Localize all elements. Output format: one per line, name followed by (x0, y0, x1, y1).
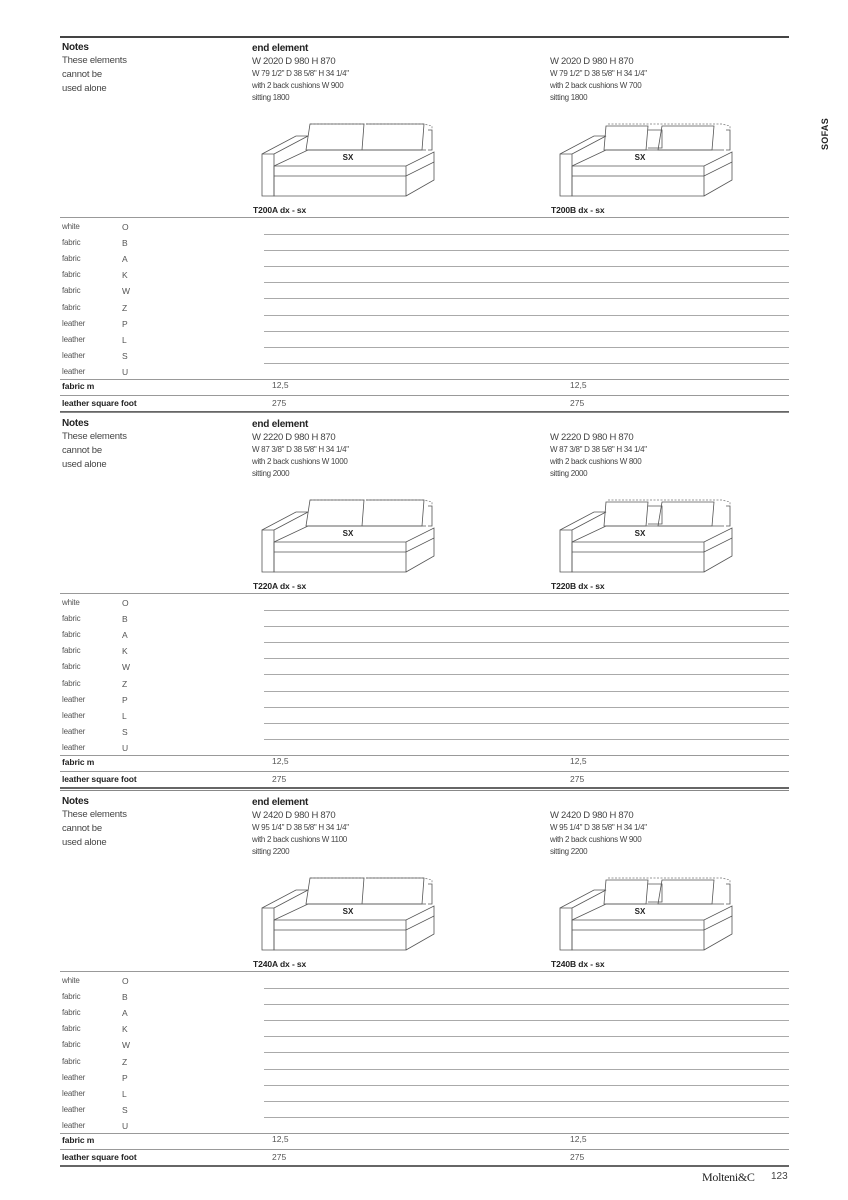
sofa-outline-stroke (572, 526, 724, 542)
fabric-meters-value: 12,5 (272, 1134, 289, 1144)
material-name: fabric (62, 270, 81, 280)
sofa-outline-stroke (428, 130, 432, 150)
product-code: T220A dx - sx (253, 581, 307, 591)
material-code: S (122, 1104, 128, 1115)
sofa-outline-stroke (572, 906, 732, 920)
material-code: Z (122, 678, 128, 689)
sofa-outline-stroke (274, 930, 406, 950)
material-code: A (122, 1008, 128, 1019)
cushions-spec: with 2 back cushions W 800 (550, 457, 642, 466)
sofa-outline-stroke (560, 908, 572, 950)
material-name: leather (62, 742, 86, 752)
material-code: L (122, 1088, 127, 1099)
dimensions-mm: W 2020 D 980 H 870 (550, 56, 634, 67)
heading-spacer (550, 42, 810, 55)
leather-sqft-value: 275 (570, 398, 585, 408)
material-row (60, 676, 789, 692)
dimensions-inches: W 87 3/8" D 38 5/8" H 34 1/4" (550, 445, 647, 454)
dimensions-mm: W 2420 D 980 H 870 (550, 810, 634, 821)
notes-title: Notes (62, 796, 89, 807)
material-row (60, 1118, 789, 1134)
material-code: K (122, 270, 128, 281)
sofa-outline-stroke (572, 538, 732, 572)
material-code: S (122, 726, 128, 737)
divider (60, 771, 789, 772)
material-row (60, 1070, 789, 1086)
material-code: U (122, 1120, 129, 1131)
sofa-outline-stroke (262, 890, 308, 908)
section-bottom-rule (60, 1165, 789, 1167)
dimensions-mm: W 2420 D 980 H 870 (252, 810, 336, 821)
sofa-outline-stroke (658, 880, 714, 904)
section-top-rule (60, 412, 789, 413)
notes-text: These elements (62, 431, 127, 442)
side-tab (810, 104, 840, 164)
material-name: leather (62, 710, 86, 720)
side-mark: SX (342, 529, 354, 538)
material-code: P (122, 318, 128, 329)
sofa-drawing-icon (554, 870, 744, 956)
cushions-spec: with 2 back cushions W 700 (550, 81, 642, 90)
material-row (60, 1086, 789, 1102)
leather-sqft-label: leather square foot (62, 398, 137, 408)
notes-text: cannot be (62, 823, 102, 834)
material-name: fabric (62, 1008, 81, 1018)
sofa-outline-stroke (572, 930, 704, 950)
sofa-outline-stroke (726, 506, 730, 526)
sofa-outline-stroke (428, 884, 432, 904)
material-row (60, 267, 789, 283)
leather-sqft-label: leather square foot (62, 1152, 137, 1162)
divider (60, 1133, 789, 1134)
product-code: T240B dx - sx (551, 959, 605, 969)
material-row (60, 1102, 789, 1118)
material-name: fabric (62, 630, 81, 640)
divider (60, 971, 789, 972)
sofa-outline-stroke (262, 154, 274, 196)
fabric-meters-value: 12,5 (272, 756, 289, 766)
material-row (60, 989, 789, 1005)
sitting-spec: sitting 2000 (550, 469, 588, 478)
sofa-outline-stroke (362, 500, 424, 526)
fabric-meters-value: 12,5 (570, 1134, 587, 1144)
product-section (60, 790, 789, 1162)
material-row (60, 251, 789, 267)
material-name: leather (62, 1120, 86, 1130)
material-row (60, 708, 789, 724)
product-spec (252, 418, 512, 480)
section-top-rule (60, 36, 789, 38)
side-mark: SX (634, 907, 646, 916)
sofa-illustration (554, 870, 744, 956)
material-name: leather (62, 1088, 86, 1098)
sofa-outline-stroke (274, 906, 434, 920)
section-heading: end element (252, 797, 309, 808)
material-name: fabric (62, 286, 81, 296)
product-section (60, 412, 789, 784)
sofa-outline-stroke (572, 916, 732, 950)
dimensions-inches: W 79 1/2" D 38 5/8" H 34 1/4" (550, 69, 647, 78)
fabric-meters-value: 12,5 (570, 380, 587, 390)
side-mark: SX (634, 529, 646, 538)
sofa-outline-stroke (658, 502, 714, 526)
fabric-meters-label: fabric m (62, 1135, 95, 1145)
leather-sqft-value: 275 (272, 1152, 287, 1162)
material-name: white (62, 976, 80, 985)
material-row (60, 659, 789, 675)
dimensions-mm: W 2020 D 980 H 870 (252, 56, 336, 67)
sitting-spec: sitting 1800 (550, 93, 588, 102)
heading-spacer (550, 418, 810, 431)
material-code: O (122, 976, 129, 986)
material-code: L (122, 710, 127, 721)
section-heading: end element (252, 43, 309, 54)
sofa-outline-stroke (604, 880, 648, 904)
sofa-outline-stroke (604, 126, 648, 150)
material-name: leather (62, 694, 86, 704)
material-row (60, 643, 789, 659)
material-row (60, 219, 789, 235)
sofa-outline-stroke (306, 124, 364, 150)
material-code: S (122, 350, 128, 361)
material-name: fabric (62, 302, 81, 312)
sofa-outline-stroke (604, 502, 648, 526)
cushions-spec: with 2 back cushions W 900 (550, 835, 642, 844)
fabric-meters-label: fabric m (62, 381, 95, 391)
sofa-outline-stroke (310, 500, 432, 506)
sofa-outline-stroke (262, 530, 274, 572)
leather-sqft-value: 275 (272, 774, 287, 784)
material-name: fabric (62, 992, 81, 1002)
notes-text: used alone (62, 83, 107, 94)
sofa-outline-stroke (572, 152, 732, 166)
dimensions-inches: W 95 1/4" D 38 5/8" H 34 1/4" (252, 823, 349, 832)
material-name: white (62, 222, 80, 231)
sofa-outline-stroke (572, 528, 732, 542)
product-spec (252, 42, 512, 104)
sofa-outline-stroke (608, 124, 730, 130)
sofa-drawing-icon (256, 870, 446, 956)
product-code: T200A dx - sx (253, 205, 307, 215)
sofa-illustration (256, 116, 446, 202)
side-mark: SX (342, 907, 354, 916)
material-code: L (122, 334, 127, 345)
material-code: U (122, 742, 129, 753)
sofa-outline-stroke (362, 878, 424, 904)
side-tab-label: SOFAS (820, 117, 830, 151)
cushions-spec: with 2 back cushions W 1100 (252, 835, 347, 844)
sitting-spec: sitting 2000 (252, 469, 290, 478)
sofa-outline-stroke (572, 162, 732, 196)
material-row (60, 235, 789, 251)
sofa-outline-stroke (560, 136, 606, 154)
fabric-meters-label: fabric m (62, 757, 95, 767)
sofa-outline-stroke (658, 126, 714, 150)
section-bottom-rule (60, 787, 789, 789)
dimensions-inches: W 79 1/2" D 38 5/8" H 34 1/4" (252, 69, 349, 78)
notes-text: These elements (62, 809, 127, 820)
material-code: B (122, 614, 128, 625)
sofa-outline-stroke (572, 176, 704, 196)
sofa-outline-stroke (274, 176, 406, 196)
sofa-outline-stroke (274, 528, 434, 542)
material-code: P (122, 1072, 128, 1083)
material-code: O (122, 598, 129, 608)
cushions-spec: with 2 back cushions W 1000 (252, 457, 348, 466)
material-row (60, 1021, 789, 1037)
sofa-drawing-icon (256, 116, 446, 202)
sofa-outline-stroke (560, 512, 606, 530)
cushions-spec: with 2 back cushions W 900 (252, 81, 344, 90)
fabric-meters-value: 12,5 (570, 756, 587, 766)
notes-text: used alone (62, 837, 107, 848)
sofa-outline-stroke (572, 904, 724, 920)
material-name: fabric (62, 678, 81, 688)
material-name: leather (62, 726, 86, 736)
sofa-outline-stroke (572, 150, 724, 166)
material-code: Z (122, 1056, 128, 1067)
material-name: fabric (62, 1024, 81, 1034)
material-code: U (122, 366, 129, 377)
material-row (60, 627, 789, 643)
sitting-spec: sitting 1800 (252, 93, 290, 102)
sofa-outline-stroke (572, 552, 704, 572)
product-spec (550, 418, 810, 480)
material-code: W (122, 662, 131, 673)
material-code: A (122, 630, 128, 641)
material-code: P (122, 694, 128, 705)
material-row (60, 283, 789, 299)
section-top-rule (60, 790, 789, 791)
material-code: Z (122, 302, 128, 313)
material-name: leather (62, 318, 86, 328)
leather-sqft-label: leather square foot (62, 774, 137, 784)
sofa-outline-stroke (310, 124, 432, 130)
material-code: B (122, 992, 128, 1003)
material-name: leather (62, 1072, 86, 1082)
material-name: fabric (62, 238, 81, 248)
product-code: T200B dx - sx (551, 205, 605, 215)
material-name: fabric (62, 1056, 81, 1066)
sofa-drawing-icon (554, 116, 744, 202)
dimensions-mm: W 2220 D 980 H 870 (550, 432, 634, 443)
divider (60, 593, 789, 594)
notes-title: Notes (62, 42, 89, 53)
brand-logo: Molteni&C (702, 1170, 755, 1184)
sofa-outline-stroke (608, 500, 730, 506)
section-heading: end element (252, 419, 309, 430)
side-mark: SX (342, 153, 354, 162)
material-name: leather (62, 1104, 86, 1114)
notes-title: Notes (62, 418, 89, 429)
sofa-outline-stroke (726, 130, 730, 150)
material-row (60, 595, 789, 611)
product-spec (550, 42, 810, 104)
page-number: 123 (771, 1171, 788, 1182)
sofa-outline-stroke (608, 878, 730, 884)
divider (60, 379, 789, 380)
sofa-outline-stroke (274, 916, 434, 950)
material-row (60, 364, 789, 380)
product-spec (252, 796, 512, 858)
sofa-outline-stroke (262, 512, 308, 530)
sofa-outline-stroke (274, 552, 406, 572)
material-name: leather (62, 366, 86, 376)
sofa-outline-stroke (262, 136, 308, 154)
sofa-illustration (256, 870, 446, 956)
material-row (60, 316, 789, 332)
sofa-illustration (554, 116, 744, 202)
side-mark: SX (634, 153, 646, 162)
notes-text: cannot be (62, 69, 102, 80)
material-row (60, 1054, 789, 1070)
sofa-drawing-icon (554, 492, 744, 578)
sofa-outline-stroke (560, 154, 572, 196)
material-row (60, 332, 789, 348)
dimensions-inches: W 87 3/8" D 38 5/8" H 34 1/4" (252, 445, 349, 454)
product-spec (550, 796, 810, 858)
material-name: fabric (62, 662, 81, 672)
sofa-outline-stroke (560, 890, 606, 908)
notes-text: These elements (62, 55, 127, 66)
divider (60, 217, 789, 218)
sofa-outline-stroke (306, 500, 364, 526)
sofa-illustration (554, 492, 744, 578)
material-code: O (122, 222, 129, 232)
material-code: K (122, 1024, 128, 1035)
divider (60, 395, 789, 396)
sitting-spec: sitting 2200 (550, 847, 588, 856)
material-name: fabric (62, 646, 81, 656)
material-code: A (122, 254, 128, 265)
sofa-outline-stroke (306, 878, 364, 904)
material-code: B (122, 238, 128, 249)
sofa-outline-stroke (274, 538, 434, 572)
sitting-spec: sitting 2200 (252, 847, 290, 856)
material-name: leather (62, 334, 86, 344)
material-row (60, 1037, 789, 1053)
divider (60, 755, 789, 756)
material-row (60, 740, 789, 756)
material-name: fabric (62, 254, 81, 264)
notes-text: used alone (62, 459, 107, 470)
leather-sqft-value: 275 (272, 398, 287, 408)
sofa-outline-stroke (428, 506, 432, 526)
sofa-outline-stroke (274, 152, 434, 166)
sofa-outline-stroke (262, 908, 274, 950)
sofa-outline-stroke (310, 878, 432, 884)
dimensions-mm: W 2220 D 980 H 870 (252, 432, 336, 443)
material-name: fabric (62, 614, 81, 624)
product-code: T240A dx - sx (253, 959, 307, 969)
material-code: W (122, 286, 131, 297)
material-row (60, 724, 789, 740)
leather-sqft-value: 275 (570, 1152, 585, 1162)
leather-sqft-value: 275 (570, 774, 585, 784)
sofa-outline-stroke (274, 162, 434, 196)
sofa-drawing-icon (256, 492, 446, 578)
product-code: T220B dx - sx (551, 581, 605, 591)
heading-spacer (550, 796, 810, 809)
sofa-outline-stroke (560, 530, 572, 572)
material-row (60, 973, 789, 989)
product-section (60, 36, 789, 408)
notes-text: cannot be (62, 445, 102, 456)
material-code: K (122, 646, 128, 657)
material-row (60, 1005, 789, 1021)
material-name: white (62, 598, 80, 607)
material-name: fabric (62, 1040, 81, 1050)
fabric-meters-value: 12,5 (272, 380, 289, 390)
material-row (60, 692, 789, 708)
dimensions-inches: W 95 1/4" D 38 5/8" H 34 1/4" (550, 823, 647, 832)
sofa-illustration (256, 492, 446, 578)
divider (60, 1149, 789, 1150)
material-name: leather (62, 350, 86, 360)
material-row (60, 348, 789, 364)
sofa-outline-stroke (726, 884, 730, 904)
material-code: W (122, 1040, 131, 1051)
material-row (60, 611, 789, 627)
material-row (60, 300, 789, 316)
sofa-outline-stroke (362, 124, 424, 150)
